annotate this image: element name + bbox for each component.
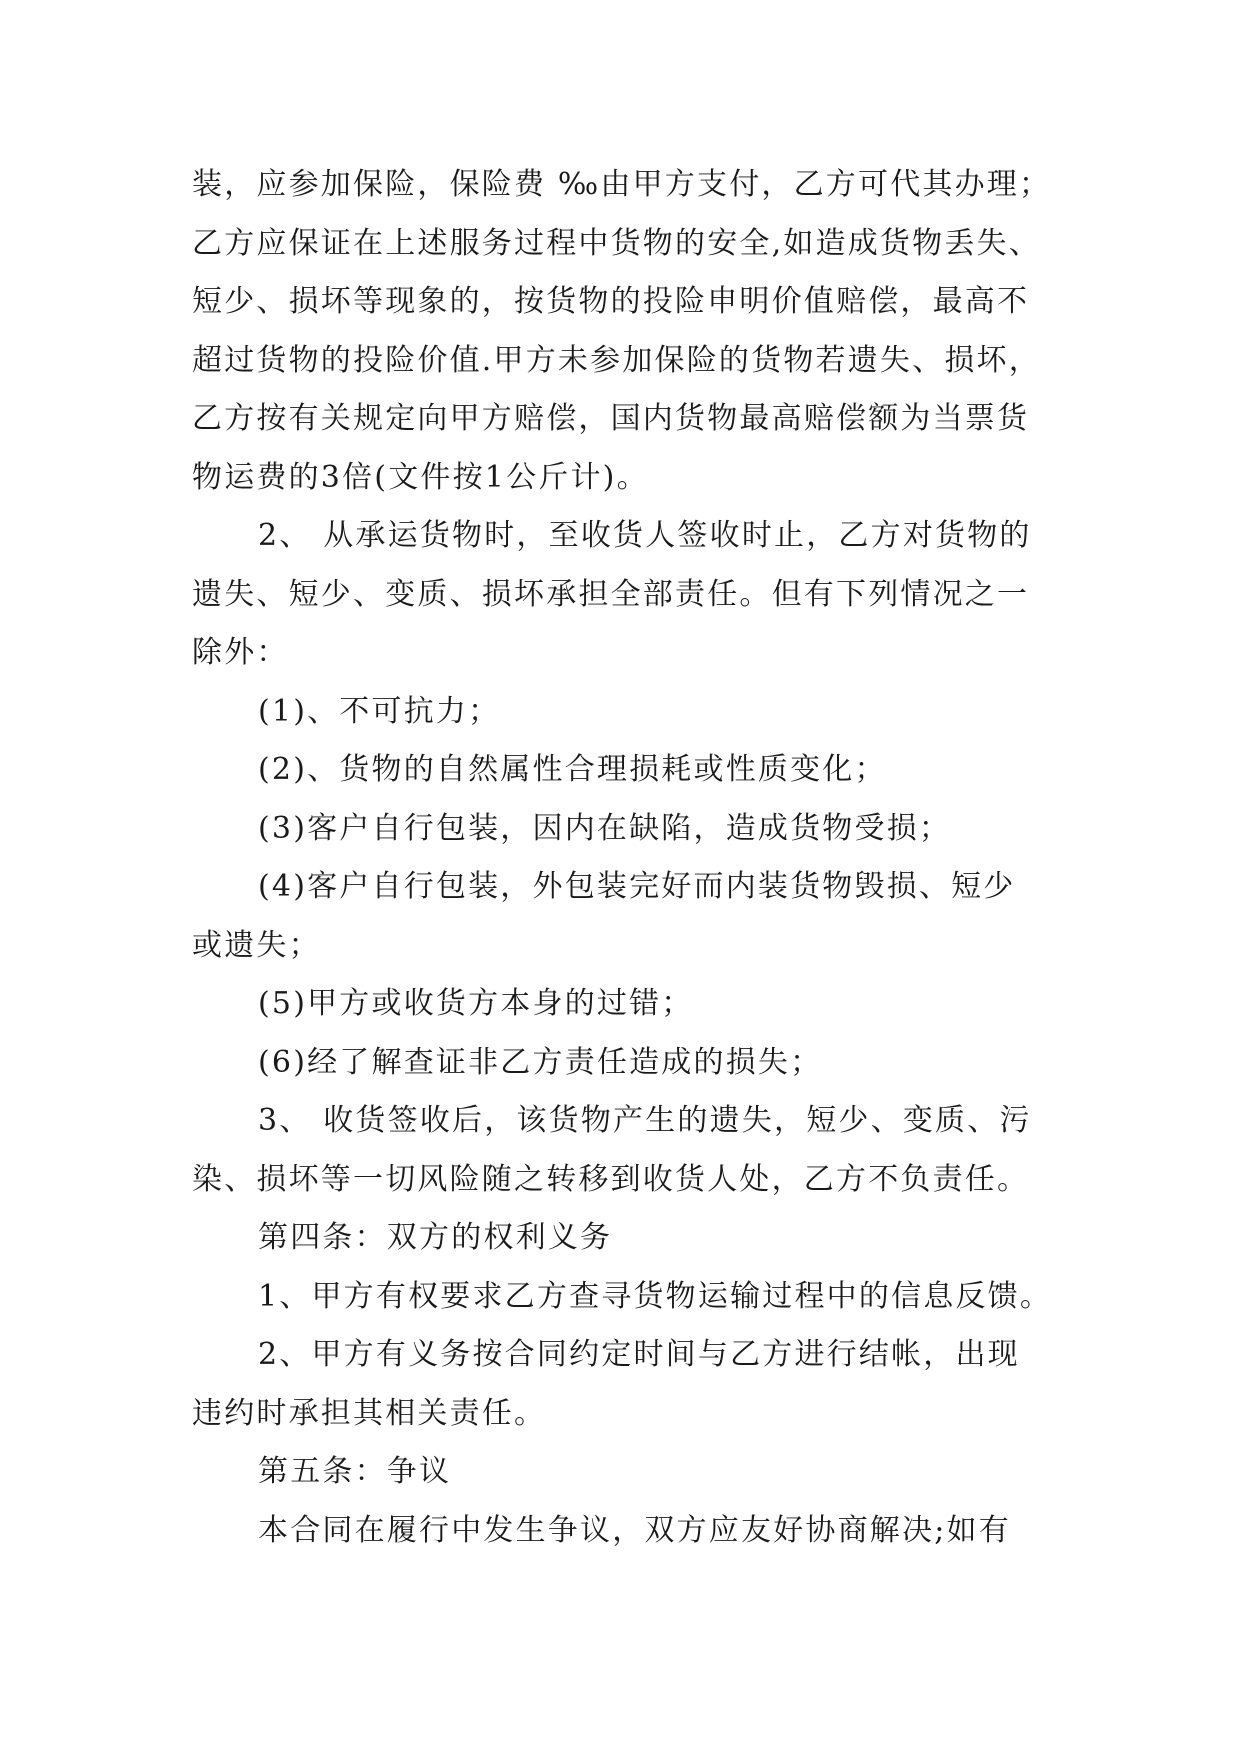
document-body: [192, 156, 1092, 1560]
list-item-4: (4)客户自行包装，外包装完好而内装货物毁损、短少: [258, 869, 1016, 904]
article-4-item-1: 1、甲方有权要求乙方查寻货物运输过程中的信息反馈。: [258, 1278, 1053, 1314]
list-item-6: (6)经了解查证非乙方责任造成的损失；: [258, 1044, 823, 1080]
text-line: 乙方按有关规定向甲方赔偿，国内货物最高赔偿额为当票货: [192, 401, 1030, 436]
text-line: 违约时承担其相关责任。: [192, 1395, 547, 1431]
clause-3-heading: 3、 收货签收后，该货物产生的遗失，短少、变质、污: [258, 1103, 1032, 1138]
list-item-5: (5)甲方或收货方本身的过错；: [258, 986, 694, 1021]
article-4-title: 第四条：双方的权利义务: [258, 1220, 613, 1255]
list-item-1: (1)、不可抗力；: [258, 693, 501, 729]
text-line: 乙方应保证在上述服务过程中货物的安全,如造成货物丢失、: [192, 225, 1041, 261]
text-line: 装，应参加保险，保险费 ‰由甲方支付，乙方可代其办理；: [192, 167, 1052, 202]
clause-2-heading: 2、 从承运货物时，至收货人签收时止，乙方对货物的: [258, 518, 1032, 553]
text-line: 除外：: [192, 635, 289, 670]
text-line: 物运费的3倍(文件按1公斤计)。: [192, 459, 649, 495]
text-line: 遗失、短少、变质、损坏承担全部责任。但有下列情况之一: [192, 576, 1030, 612]
article-4-item-2: 2、甲方有义务按合同约定时间与乙方进行结帐，出现: [258, 1337, 1020, 1372]
list-item-2: (2)、货物的自然属性合理损耗或性质变化；: [258, 752, 887, 787]
article-5-body: 本合同在履行中发生争议，双方应友好协商解决;如有: [258, 1512, 1011, 1548]
text-line: 或遗失；: [192, 927, 321, 963]
article-5-title: 第五条：争议: [258, 1454, 452, 1489]
text-line: 染、损坏等一切风险随之转移到收货人处，乙方不负责任。: [192, 1161, 1030, 1197]
list-item-3: (3)客户自行包装，因内在缺陷，造成货物受损；: [258, 810, 952, 846]
text-line: 短少、损坏等现象的，按货物的投险申明价值赔偿，最高不: [192, 284, 1030, 319]
text-line: 超过货物的投险价值.甲方未参加保险的货物若遗失、损坏，: [192, 342, 1041, 378]
